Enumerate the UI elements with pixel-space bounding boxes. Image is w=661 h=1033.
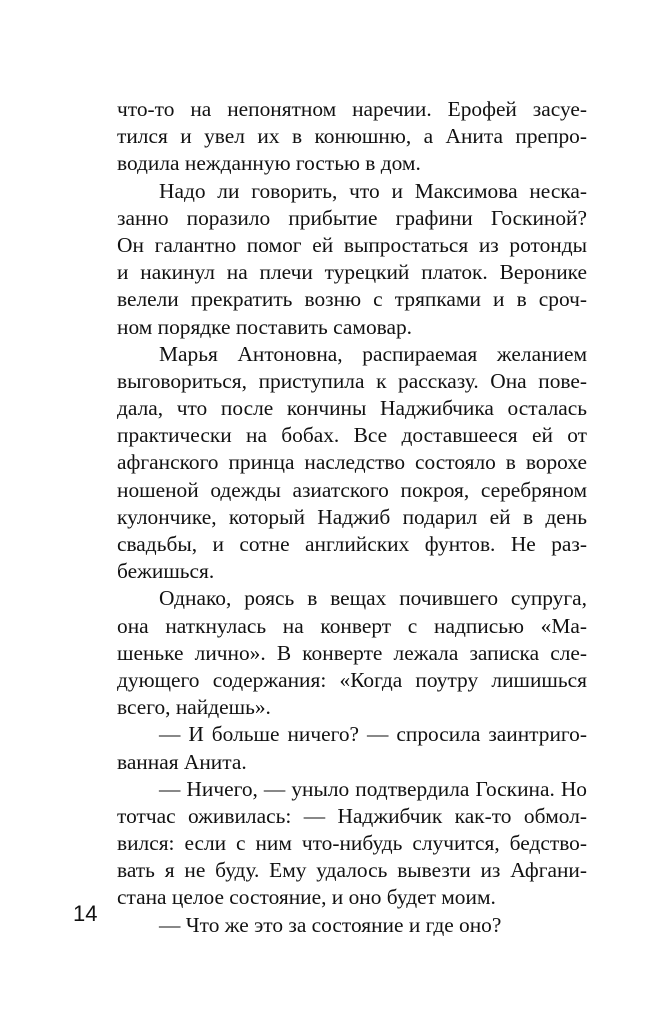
text-line: афганского принца наследство состояло в ворохе xyxy=(117,450,587,475)
text-line: свадьбы, и сотне английских фунтов. Не раз- xyxy=(117,532,587,556)
text-line: тился и увел их в конюшню, а Анита препро- xyxy=(117,124,587,149)
body-text xyxy=(117,96,587,939)
text-line: бежишься. xyxy=(117,559,215,584)
text-line: тотчас оживилась: — Наджибчик как-то обмол- xyxy=(117,803,587,828)
text-line: ношеной одежды азиатского покроя, серебряном xyxy=(117,477,587,502)
text-line: она наткнулась на конверт с надписью «Ма- xyxy=(117,613,587,638)
text-line: и накинул на плечи турецкий платок. Веронике xyxy=(117,260,587,285)
text-line: — И больше ничего? — спросила заинтриго- xyxy=(159,722,587,747)
paragraph xyxy=(117,341,587,586)
text-line: Он галантно помог ей выпростаться из ротонды xyxy=(117,232,587,257)
text-line: ном порядке поставить самовар. xyxy=(117,314,412,339)
paragraph xyxy=(117,912,587,939)
paragraph xyxy=(117,776,587,912)
text-line: дала, что после кончины Наджибчика осталась xyxy=(117,396,587,421)
text-line: вился: если с ним что-нибудь случится, бедство- xyxy=(117,831,587,856)
text-line: дующего содержания: «Когда поутру лишишься xyxy=(117,667,587,692)
text-line: всего, найдешь». xyxy=(117,695,271,720)
paragraph xyxy=(117,178,587,341)
text-line: — Что же это за состояние и где оно? xyxy=(159,912,502,937)
text-line: Надо ли говорить, что и Максимова неска- xyxy=(159,178,587,203)
text-line: Марья Антоновна, распираемая желанием xyxy=(159,341,587,366)
text-line: шеньке лично». В конверте лежала записка сле- xyxy=(117,640,587,665)
text-line: Однако, роясь в вещах почившего супруга, xyxy=(159,586,587,611)
paragraph xyxy=(117,96,587,178)
text-line: практически на бобах. Все доставшееся ей от xyxy=(117,423,587,448)
text-line: велели прекратить возню с тряпками и в сроч- xyxy=(117,287,587,312)
text-line: занно поразило прибытие графини Госкиной? xyxy=(117,205,587,230)
text-line: выговориться, приступила к рассказу. Она пове- xyxy=(117,368,587,393)
text-line: — Ничего, — уныло подтвердила Госкина. Но xyxy=(159,776,587,801)
text-line: ванная Анита. xyxy=(117,749,247,774)
paragraph xyxy=(117,721,587,775)
text-line: водила нежданную гостью в дом. xyxy=(117,151,421,176)
text-line: стана целое состояние, и оно будет моим. xyxy=(117,885,496,910)
text-line: вать я не буду. Ему удалось вывезти из Афгани- xyxy=(117,858,587,883)
page-number: 14 xyxy=(73,901,98,926)
paragraph xyxy=(117,585,587,721)
text-line: кулончике, который Наджиб подарил ей в день xyxy=(117,504,587,529)
text-line: что-то на непонятном наречии. Ерофей засуе- xyxy=(117,97,587,121)
